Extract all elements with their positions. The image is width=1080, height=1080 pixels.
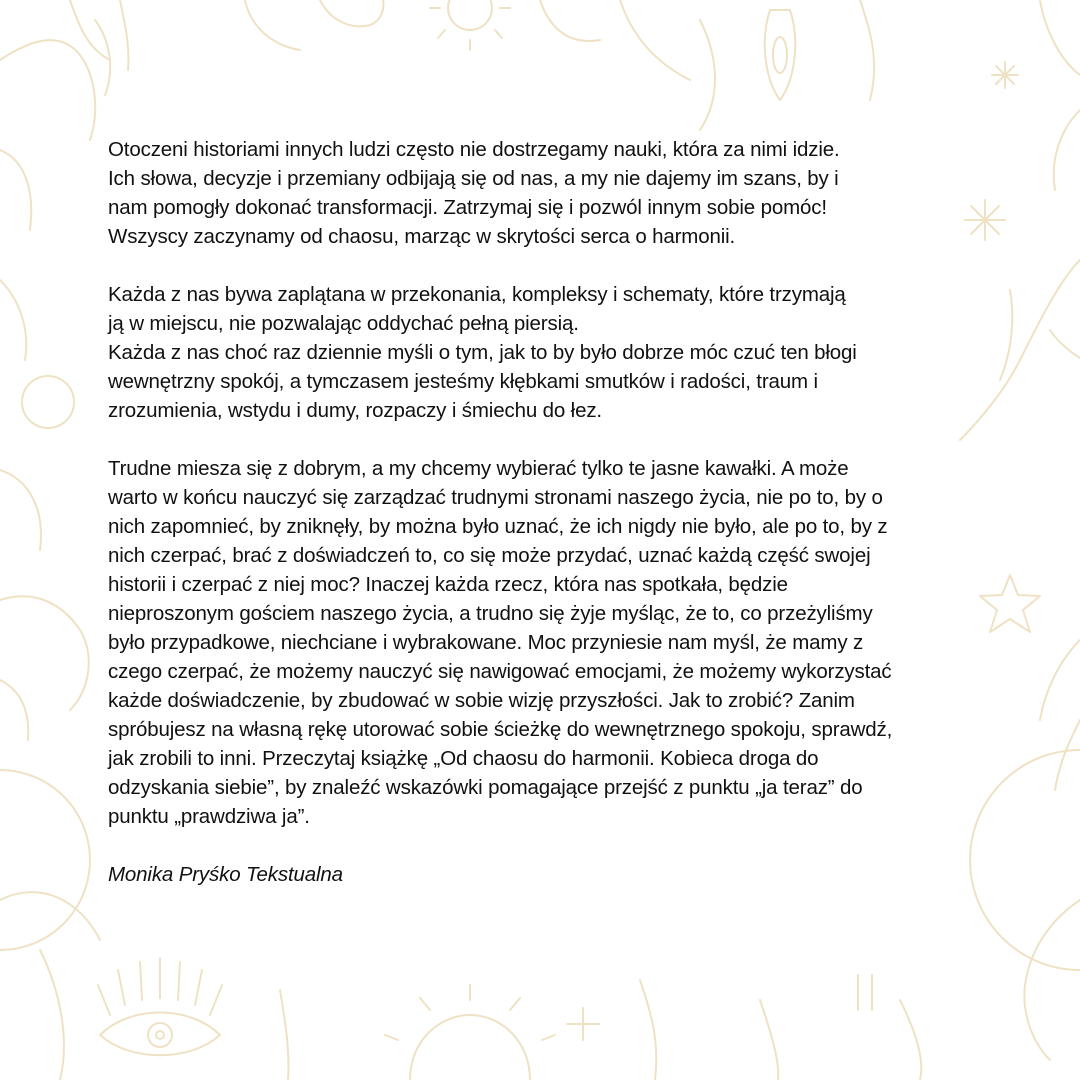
paragraph-1-line-3: nam pomogły dokonać transformacji. Zatrzymaj się i pozwól innym sobie pomóc!: [108, 196, 827, 219]
curve-left-upper: [0, 150, 31, 230]
paragraph-1-line-1: Otoczeni historiami innych ludzi często nie dostrzegamy nauki, która za nimi idzie.: [108, 138, 840, 161]
hand-outline-top-center-left: [320, 0, 383, 26]
paragraph-4: [108, 454, 988, 831]
hand-outline-bottom-right: [760, 1000, 921, 1080]
lines-bottom-right: [858, 975, 872, 1010]
paragraph-3-line-1: Każda z nas choć raz dziennie myśli o tym, jak to by było dobrze móc czuć ten błogi: [108, 341, 857, 364]
sun-arc-bottom: [410, 1015, 530, 1080]
hand-outline-top-left: [0, 0, 110, 140]
paragraph-4-line-5: historii i czerpać z niej moc? Inaczej każda rzecz, która nas spotkała, będzie: [108, 573, 788, 596]
paragraph-1-line-4: Wszyscy zaczynamy od chaosu, marząc w skrytości serca o harmonii.: [108, 225, 736, 248]
paragraph-4-line-1: Trudne miesza się z dobrym, a my chcemy wybierać tylko te jasne kawałki. A może: [108, 457, 849, 480]
hand-outline-bottom-left: [0, 892, 100, 1080]
eye-pupil-bottom-left: [148, 1023, 172, 1047]
paragraph-2-line-2: ją w miejscu, nie pozwalając oddychać pełną piersią.: [108, 312, 579, 335]
eye-lashes-bottom-left: [98, 958, 222, 1015]
eye-iris-top-right: [773, 37, 787, 73]
hand-outline-right-lower: [1040, 640, 1080, 790]
finger-outline-right-middle: [1000, 290, 1012, 380]
paragraph-4-line-4: nich czerpać, brać z doświadczeń to, co się może przydać, uznać każdą część swojej: [108, 544, 871, 567]
star-icon-bottom: [567, 1008, 599, 1040]
paragraph-4-line-9: każde doświadczenie, by zbudować w sobie wizję przyszłości. Jak to zrobić? Zanim: [108, 689, 855, 712]
hand-outline-left-middle: [0, 596, 89, 740]
sun-icon-top: [448, 0, 492, 30]
paragraph-4-line-11: jak zrobili to inni. Przeczytaj książkę „Od chaosu do harmonii. Kobieca droga do: [108, 747, 819, 770]
paragraph-gap: [108, 425, 988, 454]
paragraph-4-line-2: warto w końcu nauczyć się zarządzać trudnymi stronami naszego życia, nie po to, by o: [108, 486, 883, 509]
paragraph-1-line-2: Ich słowa, decyzje i przemiany odbijają się od nas, a my nie dajemy im szans, by i: [108, 167, 839, 190]
paragraph-4-line-12: odzyskania siebie”, by znaleźć wskazówki pomagające przejść z punktu „ja teraz” do: [108, 776, 863, 799]
hand-outline-bottom-center: [280, 980, 656, 1080]
paragraph-1: [108, 135, 988, 251]
paragraph-4-line-10: spróbujesz na własną rękę utorować sobie ścieżkę do wewnętrznego spokoju, sprawdź,: [108, 718, 893, 741]
finger-outline-top-center-left: [245, 0, 300, 50]
paragraph-4-line-3: nich zapomnieć, by zniknęły, by można było uznać, że ich nigdy nie było, ale po to, by z: [108, 515, 888, 538]
star-icon-top-right: [992, 62, 1018, 88]
star-outline-right: [980, 575, 1040, 632]
eye-iris-bottom-left: [156, 1031, 164, 1039]
paragraph-gap: [108, 251, 988, 280]
circle-ornament-left: [22, 376, 74, 428]
hand-outline-top-right: [700, 0, 874, 130]
eye-icon-top-right: [765, 10, 795, 100]
paragraph-3-line-3: zrozumienia, wstydu i dumy, rozpaczy i śmiechu do łez.: [108, 399, 602, 422]
paragraph-3: [108, 338, 988, 425]
paragraph-4-line-8: czego czerpać, że możemy nauczyć się nawigować emocjami, że możemy wykorzystać: [108, 660, 892, 683]
paragraph-4-line-13: punktu „prawdziwa ja”.: [108, 805, 310, 828]
paragraph-4-line-6: nieproszonym gościem naszego życia, a trudno się żyje myśląc, że to, co przeżyliśmy: [108, 602, 873, 625]
paragraph-gap: [108, 831, 988, 860]
curve-left-middle: [0, 280, 41, 550]
eye-icon-bottom-left: [100, 1013, 220, 1056]
signature: Monika Pryśko Tekstualna: [108, 863, 343, 886]
hand-outline-top-center: [540, 0, 690, 80]
paragraph-2: [108, 280, 988, 338]
circle-ornament-bottom-left: [0, 770, 90, 950]
hand-outline-bottom-right-corner: [1024, 900, 1080, 1060]
paragraph-2-line-1: Każda z nas bywa zaplątana w przekonania, kompleksy i schematy, które trzymają: [108, 283, 846, 306]
sun-rays-bottom: [385, 985, 555, 1040]
finger-outline-top-left: [95, 0, 128, 95]
paragraph-4-line-7: było przypadkowe, niechciane i wybrakowane. Moc przyniesie nam myśl, że mamy z: [108, 631, 864, 654]
hand-outline-right-upper: [1040, 0, 1080, 190]
paragraph-3-line-2: wewnętrzny spokój, a tymczasem jesteśmy kłębkami smutków i radości, traum i: [108, 370, 818, 393]
article-body: [108, 135, 988, 889]
